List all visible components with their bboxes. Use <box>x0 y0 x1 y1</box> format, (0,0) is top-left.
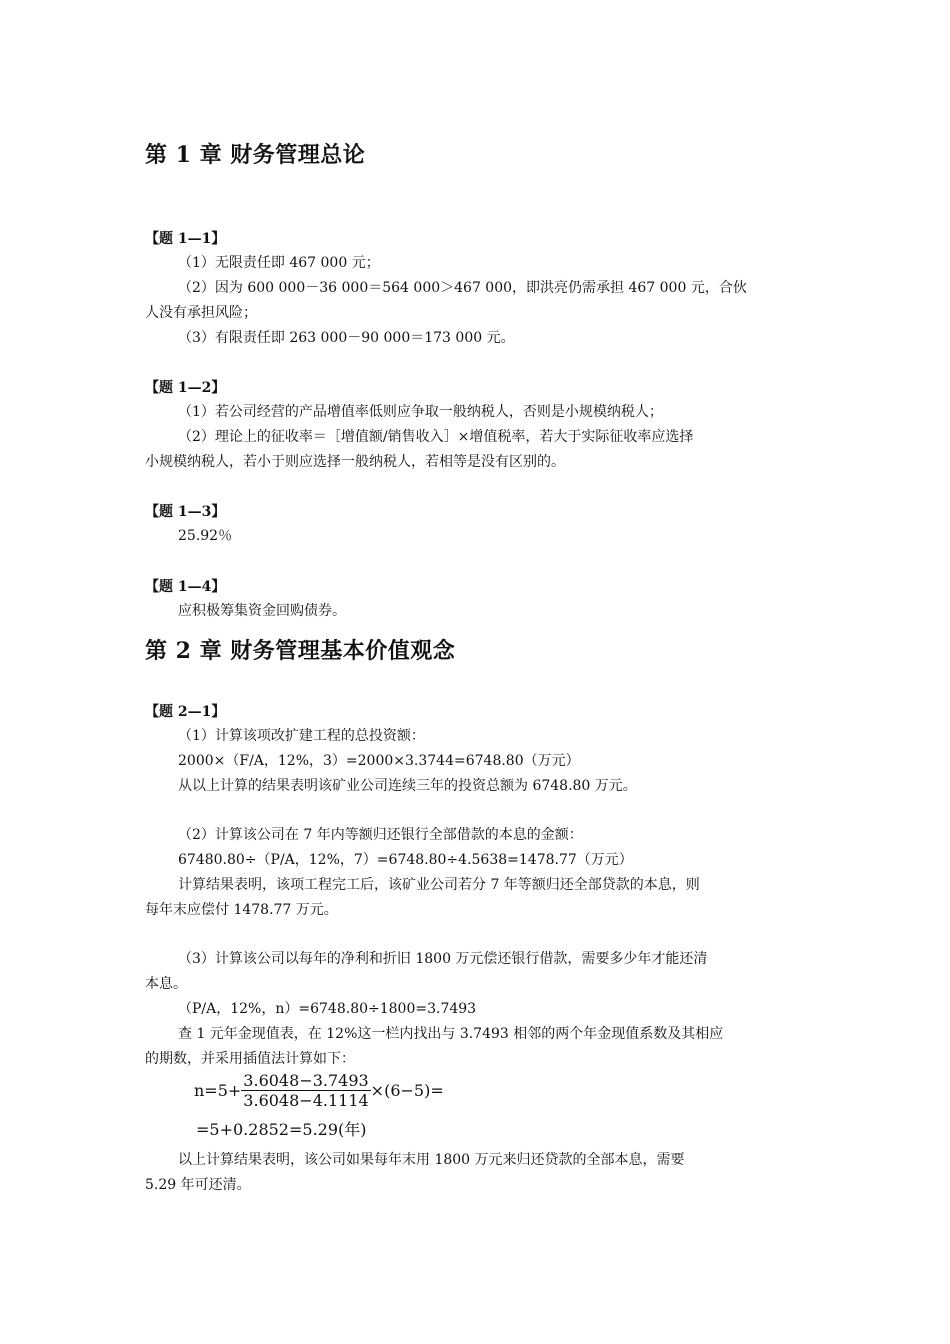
q2-1-conclusion-line-2: 5.29 年可还清。 <box>145 1177 251 1193</box>
q2-1-part3-line-1: （3）计算该公司以每年的净利和折旧 1800 万元偿还银行借款，需要多少年才能还清 <box>178 951 708 967</box>
q2-1-part3-line-2: 本息。 <box>145 976 187 992</box>
question-2-1-label: 【题 2—1】 <box>145 704 226 720</box>
question-1-2-label: 【题 1—2】 <box>145 380 226 396</box>
q1-2-line-2: （2）理论上的征收率＝［增值额/销售收入］×增值税率，若大于实际征收率应选择 <box>178 429 694 445</box>
q1-1-line-2: （2）因为 600 000－36 000＝564 000＞467 000，即洪亮仍需承担 467 000 元，合伙 <box>178 280 747 296</box>
q1-4-line-1: 应积极筹集资金回购债券。 <box>178 603 346 619</box>
q1-2-line-3: 小规模纳税人，若小于则应选择一般纳税人，若相等是没有区别的。 <box>145 454 565 470</box>
q1-1-line-3: 人没有承担风险； <box>145 305 257 321</box>
q1-1-line-1: （1）无限责任即 467 000 元； <box>178 255 380 271</box>
formula-result-line: =5+0.2852=5.29(年) <box>196 1120 367 1139</box>
question-1-3-label: 【题 1—3】 <box>145 504 226 520</box>
formula-rhs: ×(6−5)= <box>370 1081 444 1100</box>
formula-lhs: n=5+ <box>194 1081 242 1100</box>
q2-1-part2-line-3: 计算结果表明，该项工程完工后，该矿业公司若分 7 年等额归还全部贷款的本息，则 <box>178 877 700 893</box>
q1-2-line-1: （1）若公司经营的产品增值率低则应争取一般纳税人，否则是小规模纳税人； <box>178 404 663 420</box>
formula-numerator: 3.6048−3.7493 <box>243 1071 369 1090</box>
q2-1-part3-line-3: （P/A，12%，n）=6748.80÷1800=3.7493 <box>178 1001 477 1017</box>
chapter-2-title: 第 2 章 财务管理基本价值观念 <box>145 638 456 664</box>
q2-1-part1-line-3: 从以上计算的结果表明该矿业公司连续三年的投资总额为 6748.80 万元。 <box>178 778 637 794</box>
q2-1-part1-line-2: 2000×（F/A，12%，3）=2000×3.3744=6748.80（万元） <box>178 753 580 769</box>
chapter-1-title: 第 1 章 财务管理总论 <box>145 142 366 168</box>
question-1-4-label: 【题 1—4】 <box>145 579 226 595</box>
formula-denominator: 3.6048−4.1114 <box>243 1091 369 1110</box>
q2-1-part3-line-5: 的期数，并采用插值法计算如下： <box>145 1051 355 1067</box>
q2-1-part2-line-1: （2）计算该公司在 7 年内等额归还银行全部借款的本息的金额： <box>178 827 583 843</box>
q1-1-line-4: （3）有限责任即 263 000－90 000＝173 000 元。 <box>178 330 515 346</box>
q2-1-part3-line-4: 查 1 元年金现值表，在 12%这一栏内找出与 3.7493 相邻的两个年金现值系数及其相应 <box>178 1026 724 1042</box>
q2-1-part1-line-1: （1）计算该项改扩建工程的总投资额： <box>178 728 425 744</box>
question-1-1-label: 【题 1—1】 <box>145 231 226 247</box>
q1-3-line-1: 25.92％ <box>178 528 233 544</box>
q2-1-conclusion-line-1: 以上计算结果表明，该公司如果每年末用 1800 万元来归还贷款的全部本息，需要 <box>178 1152 685 1168</box>
q2-1-part2-line-4: 每年末应偿付 1478.77 万元。 <box>145 902 338 918</box>
q2-1-part2-line-2: 67480.80÷（P/A，12%，7）=6748.80÷4.5638=1478.77（万元） <box>178 852 633 868</box>
interpolation-formula <box>194 1071 444 1110</box>
formula-fraction <box>241 1071 370 1110</box>
